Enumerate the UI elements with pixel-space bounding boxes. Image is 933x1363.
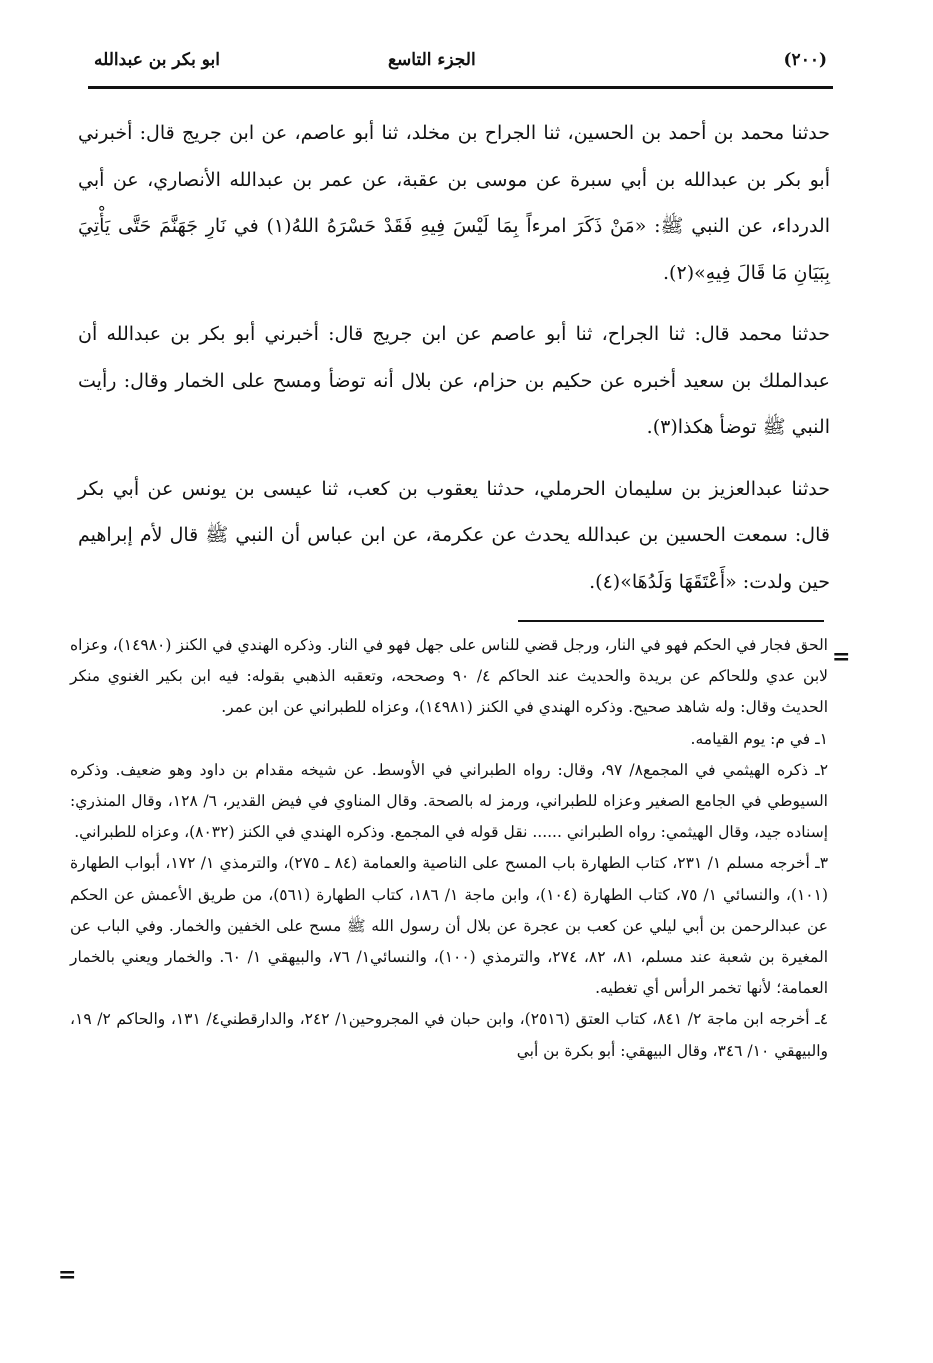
continuation-mark-bottom: = — [58, 1262, 77, 1288]
page-number: (۲۰۰) — [783, 50, 827, 70]
footnote-4: ٤ـ أخرجه ابن ماجة ٢/ ٨٤١، كتاب العتق (٢٥١٦)، وابن حبان في المجروحين١/ ٢٤٢، والدارقطني٤/ ١٣١، والحاكم ٢/ ١٩، والبيهقي ١٠/ ٣٤٦، وقال البيهقي: أبو بكرة بن أبي — [70, 1010, 829, 1060]
hadith-paragraph-2: حدثنا محمد قال: ثنا الجراح، ثنا أبو عاصم عن ابن جريج قال: أخبرني أبو بكر بن عبدالله أن عبدالملك بن سعيد أخبره عن حكيم بن حزام، عن بلال أنه توضأ ومسح على الخمار وقال: رأيت النبي ﷺ توضأ هكذا(٣). — [78, 323, 830, 438]
footnote-separator — [518, 620, 824, 622]
hadith-paragraph-1: حدثنا محمد بن أحمد بن الحسين، ثنا الجراح بن مخلد، ثنا أبو عاصم، عن ابن جريج قال: أخبرني أبو بكر بن عبدالله بن أبي سبرة عن موسى بن عقبة، عن عمر بن عبدالله الأنصاري، عن أبي الدرداء، عن النبي ﷺ: «مَنْ ذَكَرَ امرءاً بِمَا لَيْسَ فِيهِ فَقَدْ حَسْرَهُ اللهُ(١) في نَارِ جَهَنَّمَ حَتَّى يَأْتِيَ بِبَيَانِ مَا قَالَ فِيهِ»(٢). — [78, 122, 830, 284]
running-author: ابو بكر بن عبدالله — [94, 50, 221, 70]
footnote-2: ٢ـ ذكره الهيثمي في المجمع٨/ ٩٧، وقال: رواه الطبراني في الأوسط. عن شيخه مقدام بن داود وهو ضعيف. وذكره السيوطي في الجامع الصغير وعزاه للطبراني، ورمز له بالصحة. وقال المناوي في فيض القدير، ٦/ ١٢٨، وقال المنذري: إسناده جيد، وقال الهيثمي: رواه الطبراني ...... نقل قوله في المجمع. وذكره الهندي في الكنز (٨٠٣٢)، وعزاه للطبراني. — [70, 760, 829, 842]
footnote-continuation: الحق فجار في الحكم فهو في النار، ورجل قضي للناس على جهل فهو في النار. وذكره الهندي في الكنز (١٤٩٨٠)، وعزاه لابن عدي وللحاكم عن بريدة والحديث عند الحاكم ٤/ ٩٠ وصححه، وتعقبه الذهبي بقوله: فيه ابن بكير الغنوي منكر الحديث وقال: وله شاهد صحيح. وذكره الهندي في الكنز (١٤٩٨١)، وعزاه للطبراني عن ابن عمر. — [70, 636, 828, 717]
page-header — [88, 44, 833, 89]
main-text — [78, 110, 830, 620]
footnotes — [70, 630, 828, 1067]
continuation-mark-top: = — [832, 644, 851, 670]
footnote-1: ١ـ في م: يوم القيامه. — [690, 729, 828, 748]
part-title: الجزء التاسع — [388, 50, 476, 70]
footnote-3: ٣ـ أخرجه مسلم ١/ ٢٣١، كتاب الطهارة باب المسح على الناصية والعمامة (٨٤ ـ ٢٧٥)، والترمذي ١/ ١٧٢، أبواب الطهارة (١٠١)، والنسائي ١/ ٧٥، كتاب الطهارة (١٠٤)، وابن ماجة ١/ ١٨٦، كتاب الطهارة (٥٦١)، من طريق الأعمش عن الحكم عن عبدالرحمن بن أبي ليلي عن كعب بن عجرة عن بلال أن رسول الله ﷺ مسح على الخفين والخمار. وفي الباب عن المغيرة بن شعبة عند مسلم، ٨١، ٨٢، ٢٧٤، والترمذي (١٠٠)، والنسائي١/ ٧٦، والبيهقي ١/ ٦٠. والخمار ويعني بالخمار العمامة؛ لأنها تخمر الرأس أي تغطيه. — [70, 854, 829, 998]
hadith-paragraph-3: حدثنا عبدالعزيز بن سليمان الحرملي، حدثنا يعقوب بن كعب، ثنا عيسى بن يونس عن أبي بكر قال: سمعت الحسين بن عبدالله يحدث عن عكرمة، عن ابن عباس أن النبي ﷺ قال لأم إبراهيم حين ولدت: «أَعْتَقَهَا وَلَدُهَا»(٤). — [78, 477, 830, 593]
